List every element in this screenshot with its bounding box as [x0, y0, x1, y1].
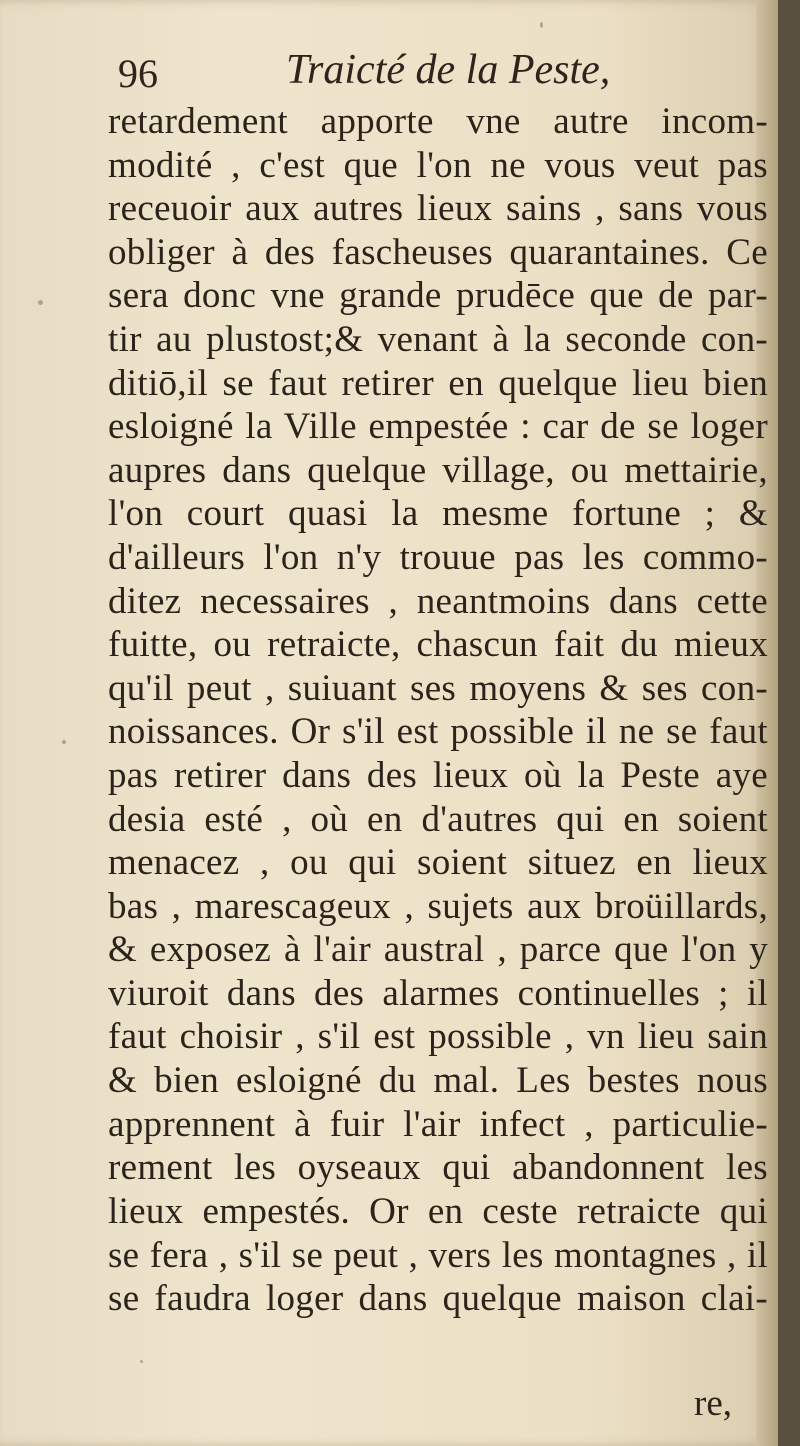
text-line: d'ailleurs l'on n'y trouue pas les commo- — [108, 536, 768, 578]
text-line: ditiō,il se faut retirer en quelque lieu bien — [108, 362, 768, 404]
text-line: faut choisir , s'il est possible , vn lieu sain — [108, 1016, 768, 1058]
text-line: modité , c'est que l'on ne vous veut pas — [108, 144, 768, 186]
text-line: bas , marescageux , sujets aux broüillards, — [108, 885, 768, 927]
running-title: Traicté de la Peste, — [286, 47, 611, 93]
body-text — [108, 100, 768, 1321]
text-line: menacez , ou qui soient situez en lieux — [108, 842, 768, 884]
paper-speck — [62, 740, 66, 744]
text-line: & exposez à l'air austral , parce que l'on y — [108, 929, 768, 971]
text-line: esloigné la Ville empestée : car de se loger — [108, 406, 768, 448]
page-header — [118, 44, 678, 106]
text-line: apprennent à fuir l'air infect , particulie- — [108, 1103, 768, 1145]
text-line: desia esté , où en d'autres qui en soient — [108, 798, 768, 840]
text-line: aupres dans quelque village, ou mettairie, — [108, 449, 768, 491]
text-line: tir au plustost;& venant à la seconde con- — [108, 318, 768, 360]
text-line: & bien esloigné du mal. Les bestes nous — [108, 1060, 768, 1102]
text-line: obliger à des fascheuses quarantaines. Ce — [108, 231, 768, 273]
page-number: 96 — [118, 51, 158, 96]
catchword: re, — [694, 1383, 732, 1424]
text-line: pas retirer dans des lieux où la Peste aye — [108, 754, 768, 796]
text-line: receuoir aux autres lieux sains , sans vous — [108, 188, 768, 230]
paper-speck — [540, 22, 543, 28]
text-line: l'on court quasi la mesme fortune ; & — [108, 493, 768, 535]
text-line: se fera , s'il se peut , vers les montagnes , il — [108, 1234, 768, 1276]
paper-speck — [38, 300, 43, 305]
paper-speck — [140, 1360, 143, 1363]
text-line: retardement apporte vne autre incom- — [108, 101, 768, 142]
text-line: se faudra loger dans quelque maison clai- — [108, 1278, 768, 1320]
text-line: fuitte, ou retraicte, chascun fait du mieux — [108, 624, 768, 666]
text-line: qu'il peut , suiuant ses moyens & ses con- — [108, 667, 768, 709]
text-line: viuroit dans des alarmes continuelles ; il — [108, 972, 768, 1014]
text-line: sera donc vne grande prudēce que de par- — [108, 275, 768, 317]
text-line: noissances. Or s'il est possible il ne se faut — [108, 711, 768, 753]
text-line: rement les oyseaux qui abandonnent les — [108, 1147, 768, 1189]
text-line: lieux empestés. Or en ceste retraicte qui — [108, 1190, 768, 1232]
text-line: ditez necessaires , neantmoins dans cette — [108, 580, 768, 622]
